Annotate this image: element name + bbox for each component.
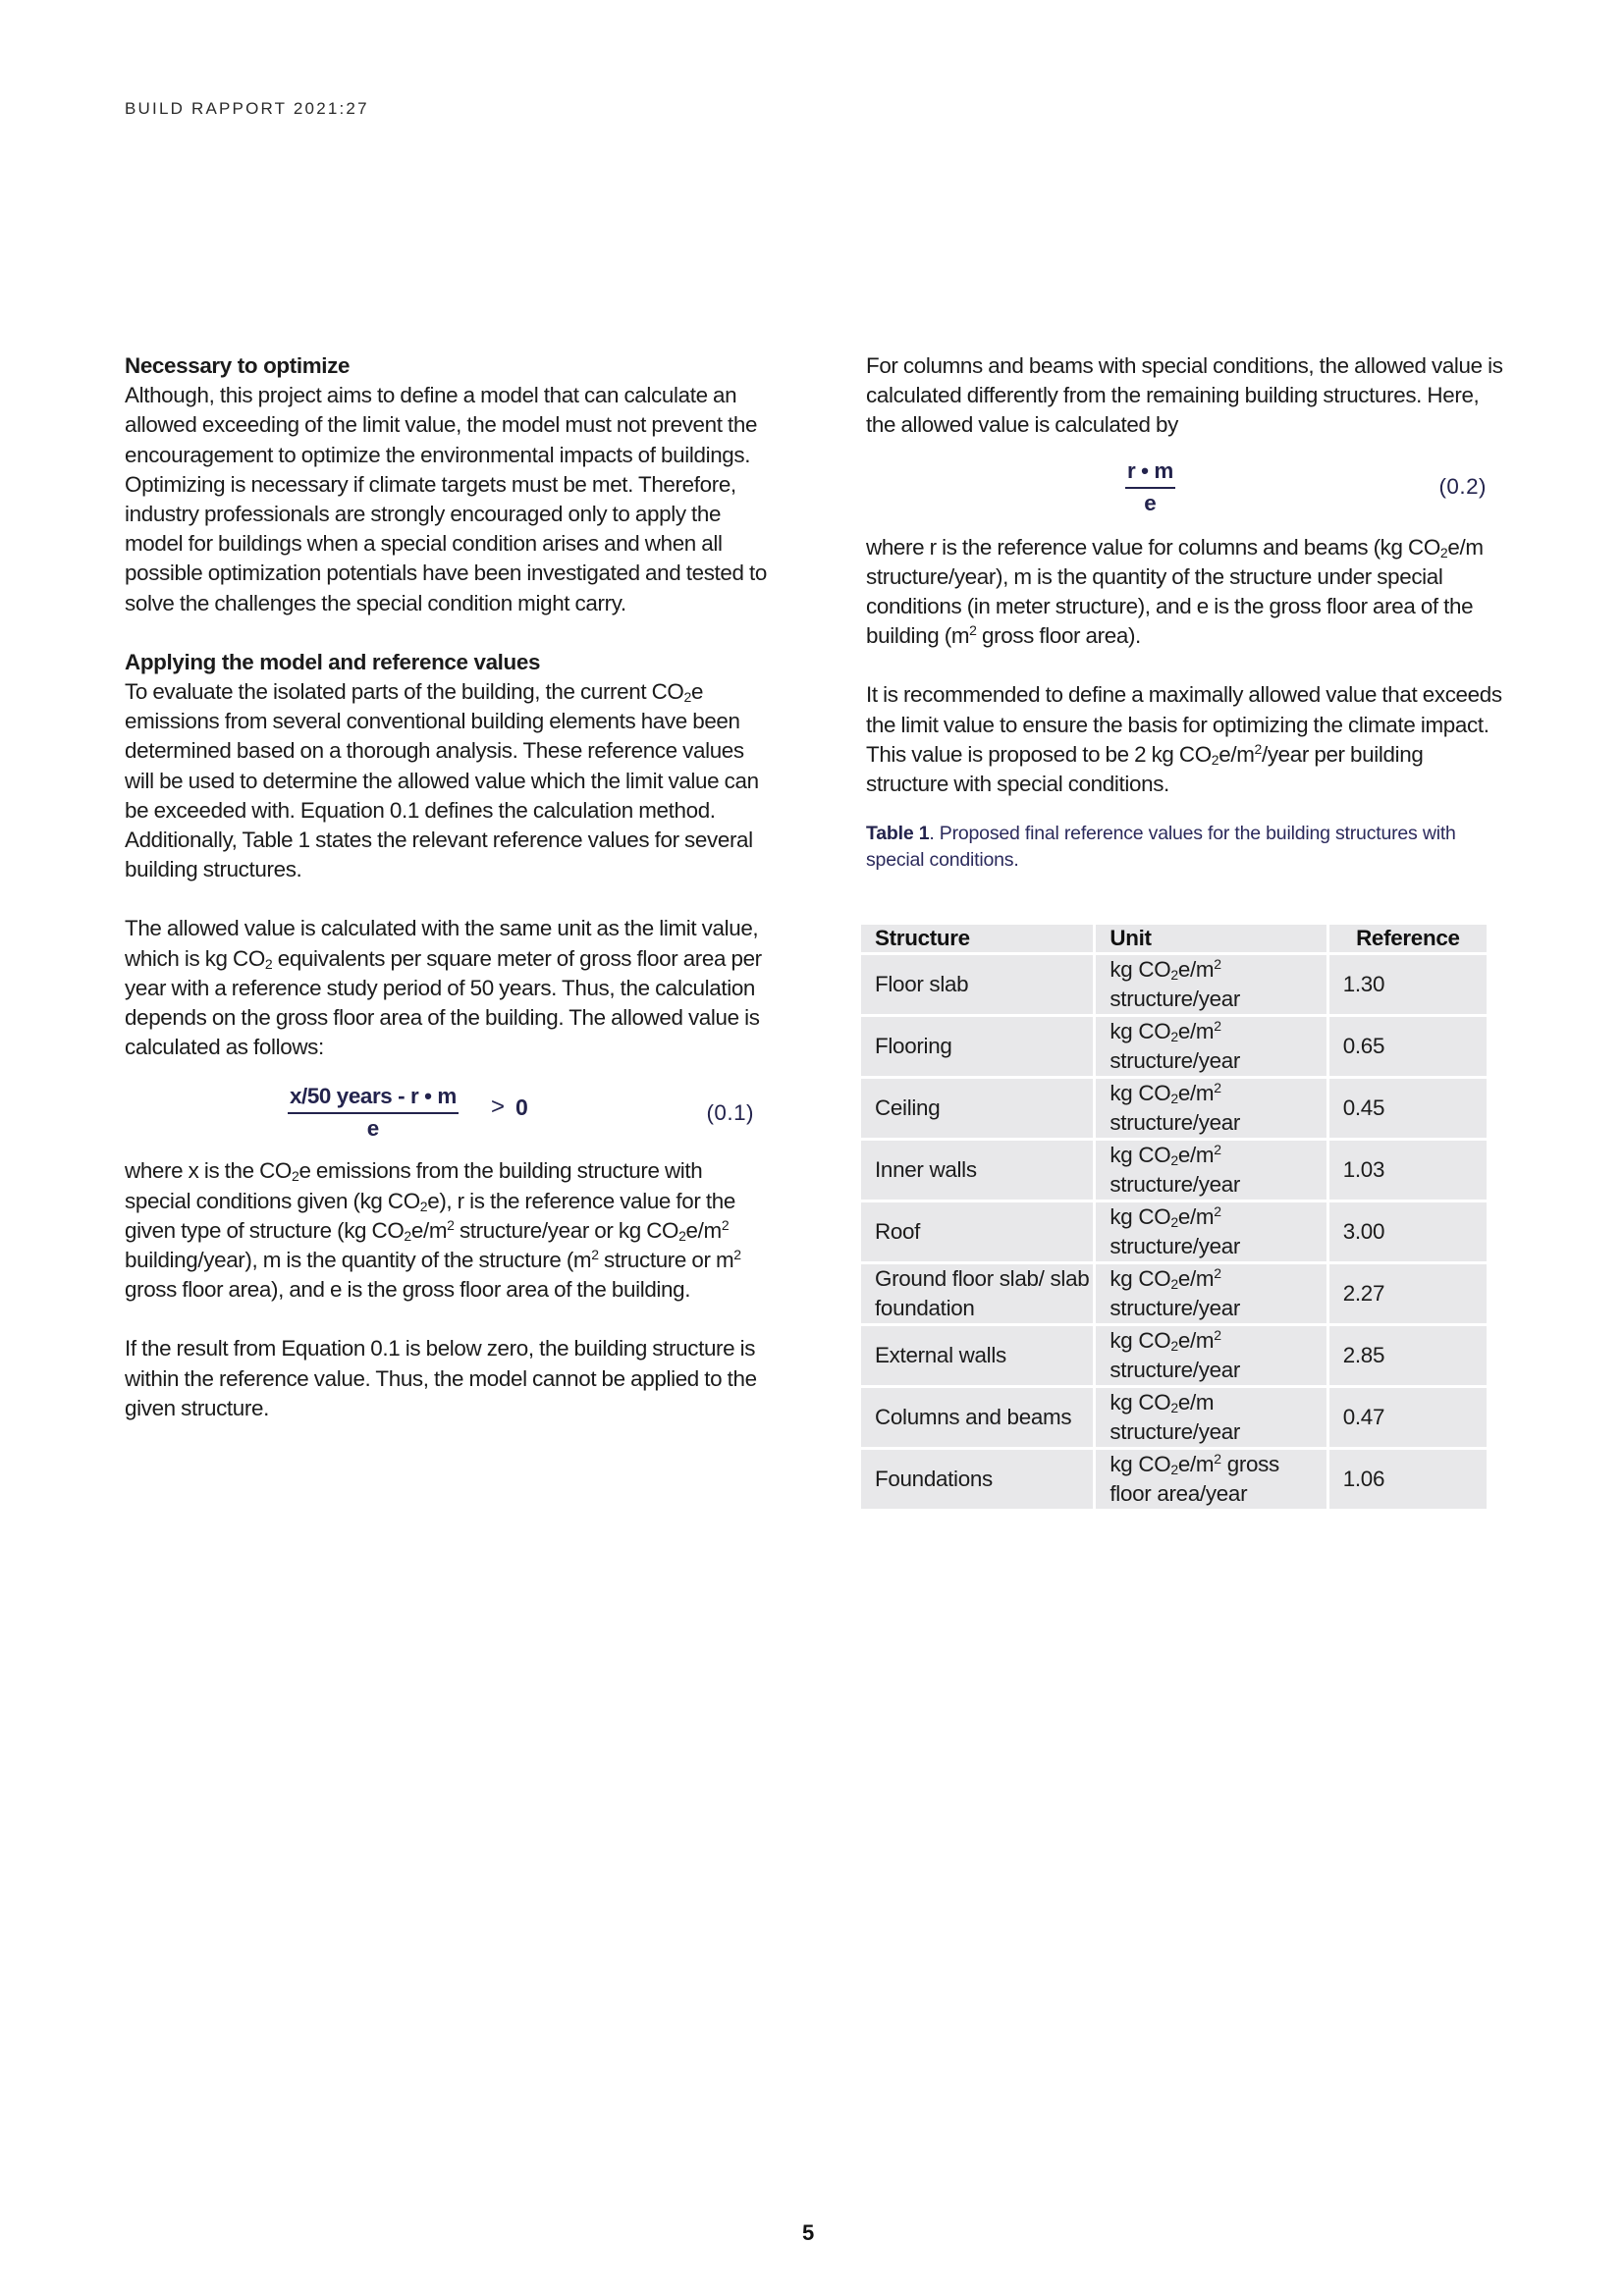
cell-structure: Roof <box>861 1202 1096 1264</box>
cell-reference: 1.30 <box>1329 955 1487 1017</box>
cell-structure: Flooring <box>861 1017 1096 1079</box>
equation-operator: > <box>491 1094 506 1121</box>
cell-structure: Inner walls <box>861 1141 1096 1202</box>
section-heading-applying: Applying the model and reference values <box>125 649 541 674</box>
paragraph-recommendation: It is recommended to define a maximally allowed value that exceeds the limit value to ensure the basis for optimizing the climate impact. This value is proposed to be 2 kg $CO_2e/m^2$/year per building structure with special conditions. <box>866 682 1502 797</box>
right-column <box>866 351 1504 874</box>
table-row <box>861 1141 1487 1202</box>
cell-reference: 2.27 <box>1329 1264 1487 1326</box>
paragraph-allowed-value: The allowed value is calculated with the same unit as the limit value, which is kg $CO_2$ equivalents per square meter of gross floor area per year with a reference study period of 50 years. Thus, the calculation depends on the gross floor area of the building. The allowed value is calculated as follows: <box>125 916 762 1060</box>
paragraph-optimize: Although, this project aims to define a model that can calculate an allowed exceeding of the limit value, the model must not prevent the encouragement to optimize the environmental impacts of buildings. Optimizing is necessary if climate targets must be met. Therefore, industry professionals are strongly encouraged only to apply the model for buildings when a special condition arises and when all possible optimization potentials have been investigated and tested to solve the challenges the special condition might carry. <box>125 383 767 615</box>
column-header-reference: Reference <box>1329 925 1487 955</box>
equation-number: (0.2) <box>1438 473 1487 499</box>
cell-reference: 0.65 <box>1329 1017 1487 1079</box>
cell-unit: kg $CO_2e/m^2$ structure/year <box>1096 1079 1328 1141</box>
cell-structure: External walls <box>861 1326 1096 1388</box>
table-row <box>861 1017 1487 1079</box>
cell-structure: Ceiling <box>861 1079 1096 1141</box>
table-row <box>861 1450 1487 1512</box>
left-column <box>125 351 768 1423</box>
cell-structure: Ground floor slab/ slab foundation <box>861 1264 1096 1326</box>
equation-numerator: r • m <box>1125 458 1175 489</box>
cell-reference: 0.47 <box>1329 1388 1487 1450</box>
column-header-structure: Structure <box>861 925 1096 955</box>
cell-unit: kg $CO_2e/m^2$ structure/year <box>1096 1326 1328 1388</box>
equation-fraction <box>1125 458 1175 518</box>
cell-reference: 3.00 <box>1329 1202 1487 1264</box>
cell-structure: Foundations <box>861 1450 1096 1512</box>
reference-values-table <box>861 925 1487 1512</box>
paragraph-applying: To evaluate the isolated parts of the building, the current $CO_2e$ emissions from several conventional building elements have been determined based on a thorough analysis. These reference values will be used to determine the allowed value which the limit value can be exceeded with. Equation 0.1 defines the calculation method. Additionally, Table 1 states the relevant reference values for several building structures. <box>125 679 759 882</box>
table-row <box>861 1202 1487 1264</box>
equation-0-1 <box>125 1078 768 1143</box>
table-header-row <box>861 925 1487 955</box>
table-caption: Table 1. Proposed final reference values for the building structures with special conditions. <box>866 823 1456 872</box>
paragraph-below-zero: If the result from Equation 0.1 is below zero, the building structure is within the reference value. Thus, the model cannot be applied to the given structure. <box>125 1336 757 1420</box>
equation-numerator: x/50 years - r • m <box>288 1084 459 1114</box>
equation-fraction <box>288 1084 459 1144</box>
equation-denominator: e <box>366 1116 380 1142</box>
equation-0-2 <box>866 454 1504 521</box>
cell-unit: kg $CO_2e/m^2$ structure/year <box>1096 1264 1328 1326</box>
cell-unit: kg $CO_2e/m^2$ structure/year <box>1096 1017 1328 1079</box>
table-row <box>861 1264 1487 1326</box>
paragraph-r-definition: where r is the reference value for columns and beams (kg $CO_2e/m$ structure/year), m is the quantity of the structure under special conditions (in meter structure), and e is the gross floor area of the building ($m^2$ gross floor area). <box>866 534 1484 649</box>
cell-unit: kg $CO_2e/m^2$ structure/year <box>1096 1141 1328 1202</box>
page-number: 5 <box>802 2220 815 2245</box>
table-row <box>861 1079 1487 1141</box>
cell-unit: kg $CO_2e/m^2$ structure/year <box>1096 1202 1328 1264</box>
cell-structure: Floor slab <box>861 955 1096 1017</box>
table-row <box>861 1326 1487 1388</box>
paragraph-variables: where x is the $CO_2e$ emissions from the building structure with special conditions given (kg $CO_2e$), r is the reference value for the given type of structure (kg $CO_2e/m^2$ structure/year or kg $CO_2e/m^2$ building/year), m is the quantity of the structure ($m^2$ structure or $m^2$ gross floor area), and e is the gross floor area of the building. <box>125 1158 741 1303</box>
cell-reference: 1.06 <box>1329 1450 1487 1512</box>
equation-rhs: 0 <box>515 1095 528 1121</box>
cell-unit: kg $CO_2e/m$ structure/year <box>1096 1388 1328 1450</box>
running-header: BUILD RAPPORT 2021:27 <box>125 99 369 118</box>
cell-reference: 1.03 <box>1329 1141 1487 1202</box>
column-header-unit: Unit <box>1096 925 1328 955</box>
equation-denominator: e <box>1144 490 1157 515</box>
cell-reference: 0.45 <box>1329 1079 1487 1141</box>
cell-reference: 2.85 <box>1329 1326 1487 1388</box>
cell-structure: Columns and beams <box>861 1388 1096 1450</box>
table-row <box>861 955 1487 1017</box>
equation-number: (0.1) <box>706 1100 754 1126</box>
cell-unit: kg $CO_2e/m^2$ gross floor area/year <box>1096 1450 1328 1512</box>
cell-unit: kg $CO_2e/m^2$ structure/year <box>1096 955 1328 1017</box>
table-row <box>861 1388 1487 1450</box>
paragraph-columns-beams: For columns and beams with special conditions, the allowed value is calculated differently from the remaining building structures. Here, the allowed value is calculated by <box>866 353 1503 438</box>
section-heading-optimize: Necessary to optimize <box>125 353 351 378</box>
